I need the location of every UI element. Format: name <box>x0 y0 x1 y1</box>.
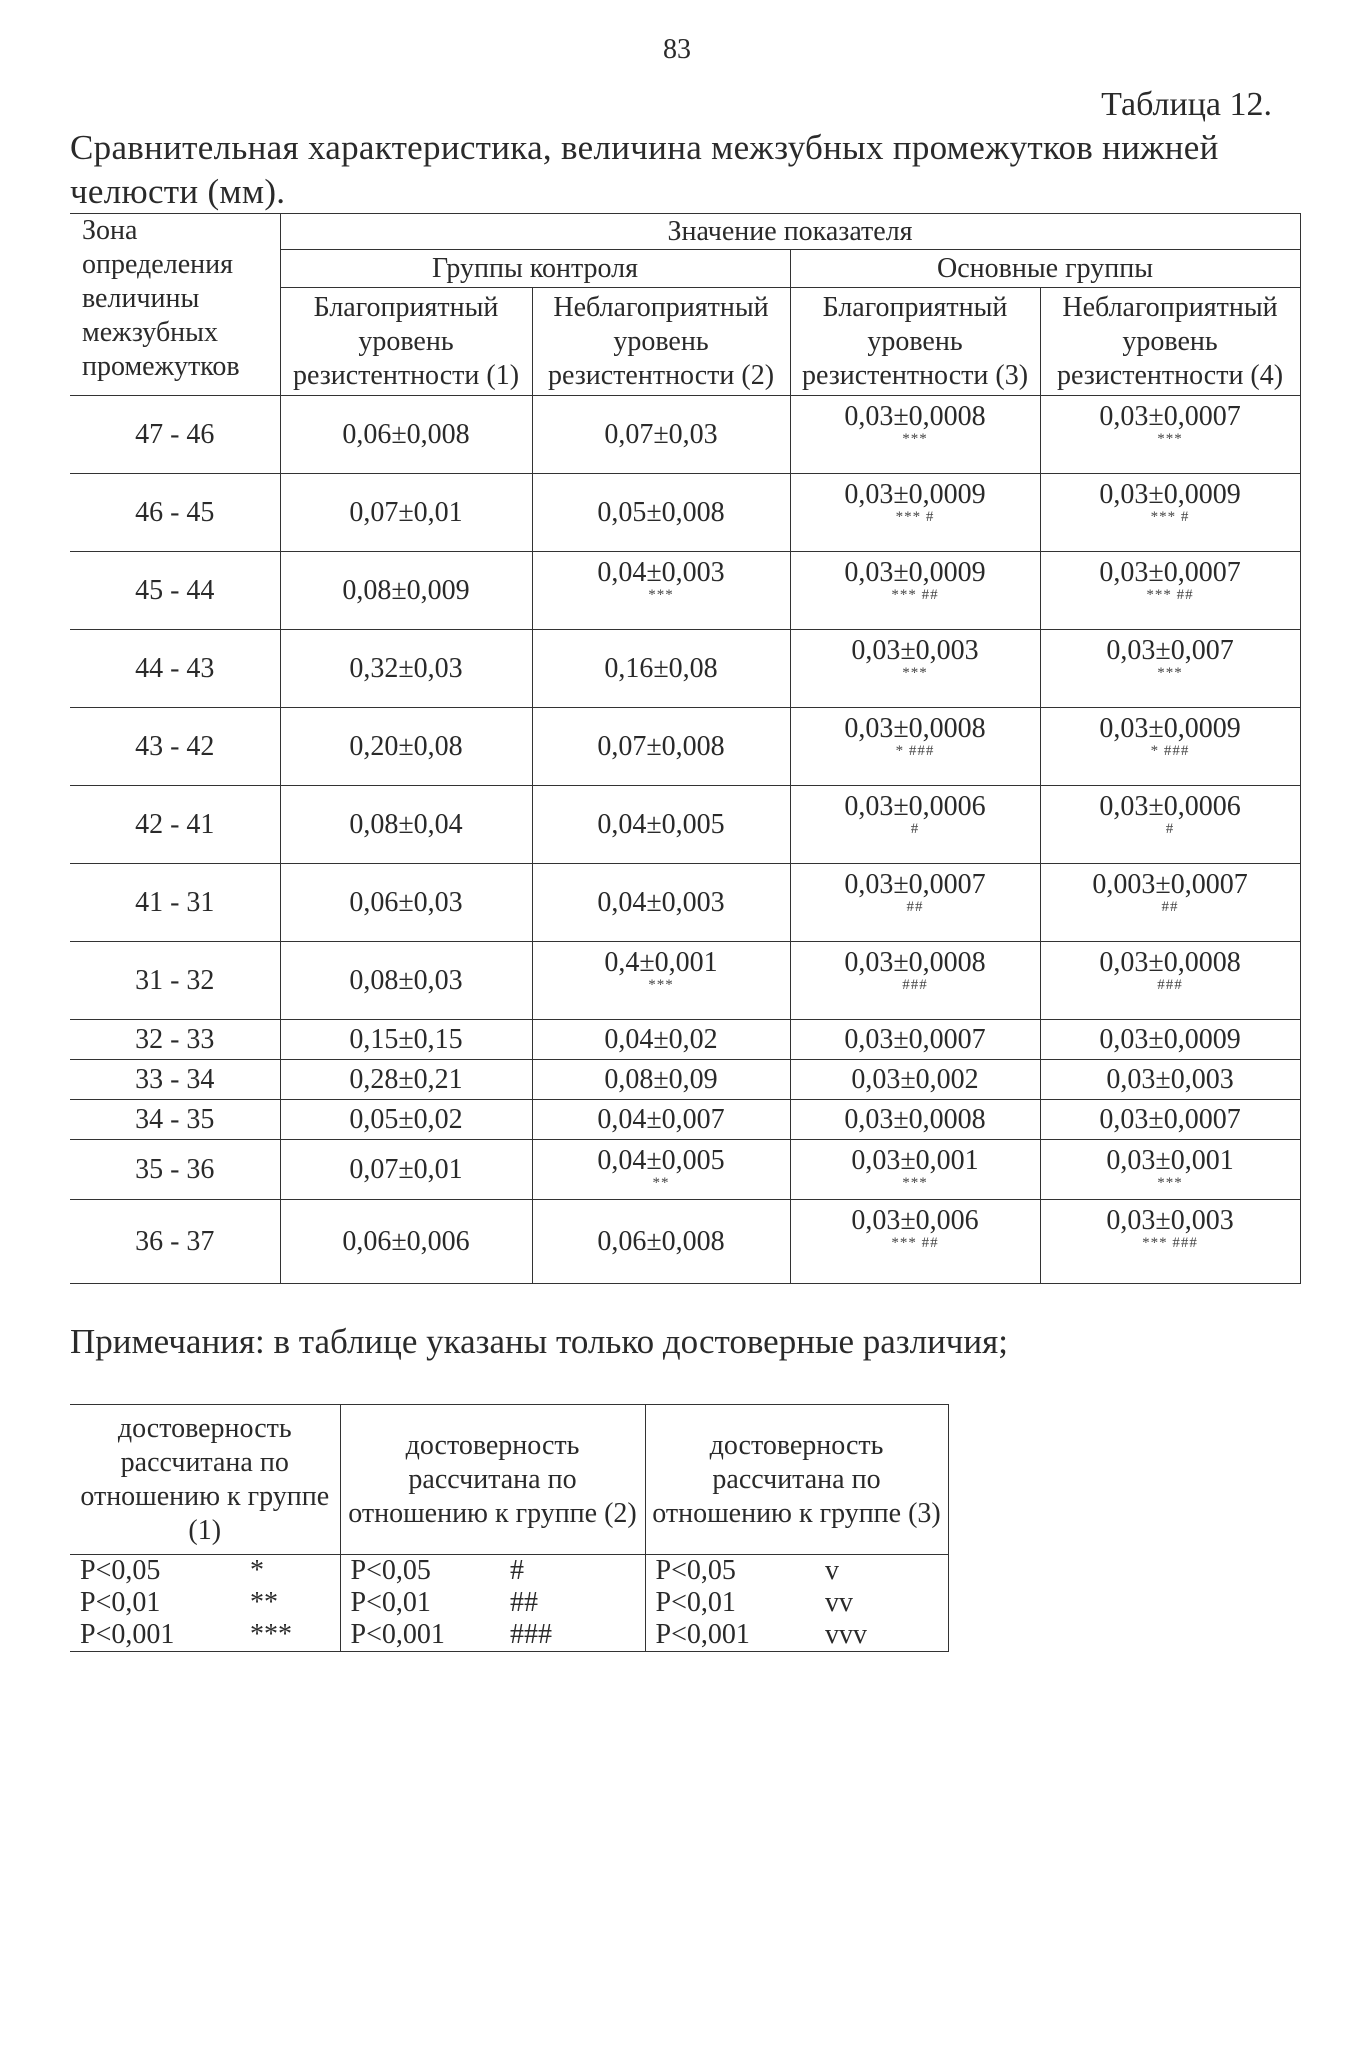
zone-cell: 46 - 45 <box>70 474 280 552</box>
p-value-threshold: P<0,001 <box>645 1619 815 1652</box>
value-text: 0,03±0,0008 <box>844 1103 986 1135</box>
significance-legend-table <box>70 1404 949 1652</box>
value-cell <box>532 708 790 786</box>
value-cell <box>280 474 532 552</box>
value-cell <box>280 864 532 942</box>
value-cell <box>790 786 1040 864</box>
value-cell <box>790 1060 1040 1100</box>
p-value-threshold: P<0,05 <box>80 1555 161 1586</box>
value-text: 0,16±0,08 <box>604 652 718 684</box>
value-text: 0,03±0,003 <box>851 635 979 666</box>
significance-marks: *** <box>902 1175 928 1191</box>
value-cell <box>280 1060 532 1100</box>
table-row <box>70 1020 1300 1060</box>
significance-marks: ## <box>906 899 924 915</box>
zone-cell: 41 - 31 <box>70 864 280 942</box>
significance-marks: ## <box>1161 899 1179 915</box>
significance-marks: *** ### <box>1142 1235 1198 1251</box>
value-cell <box>1040 786 1300 864</box>
value-text: 0,03±0,0007 <box>1099 557 1241 588</box>
value-cell <box>790 1020 1040 1060</box>
value-text: 0,08±0,03 <box>349 964 463 996</box>
value-text: 0,08±0,09 <box>604 1063 718 1095</box>
value-header: Значение показателя <box>280 214 1300 250</box>
value-text: 0,03±0,0008 <box>844 401 986 432</box>
p-value-threshold: P<0,05 <box>350 1555 431 1586</box>
significance-marks: ### <box>1157 977 1183 993</box>
value-text: 0,03±0,0006 <box>844 791 986 822</box>
significance-marks: *** <box>1157 665 1183 681</box>
value-text: 0,03±0,0009 <box>1099 479 1241 510</box>
value-text: 0,03±0,0009 <box>1099 1023 1241 1055</box>
significance-symbol: ## <box>500 1587 645 1619</box>
significance-marks: *** # <box>1150 509 1190 525</box>
zone-cell: 43 - 42 <box>70 708 280 786</box>
zone-cell: 34 - 35 <box>70 1100 280 1140</box>
table-row <box>70 1200 1300 1284</box>
zone-cell: 31 - 32 <box>70 942 280 1020</box>
value-text: 0,03±0,0007 <box>844 1023 986 1055</box>
main-groups-header: Основные группы <box>790 250 1300 288</box>
significance-marks: # <box>910 821 920 837</box>
control-groups-header: Группы контроля <box>280 250 790 288</box>
value-cell <box>532 630 790 708</box>
table-note: Примечания: в таблице указаны только достоверные различия; <box>70 1322 1008 1361</box>
value-cell <box>280 1140 532 1200</box>
significance-marks: *** ## <box>891 1235 939 1251</box>
value-text: 0,03±0,003 <box>1106 1205 1234 1236</box>
value-cell <box>280 1200 532 1284</box>
value-cell <box>532 942 790 1020</box>
significance-marks: *** ## <box>1146 587 1194 603</box>
value-text: 0,03±0,001 <box>851 1145 979 1176</box>
value-cell <box>1040 1200 1300 1284</box>
value-text: 0,03±0,0008 <box>844 713 986 744</box>
value-text: 0,003±0,0007 <box>1092 869 1248 900</box>
table-row <box>70 474 1300 552</box>
value-cell <box>532 786 790 864</box>
value-text: 0,04±0,003 <box>597 557 725 588</box>
significance-marks: # <box>1165 821 1175 837</box>
value-cell <box>790 942 1040 1020</box>
value-text: 0,28±0,21 <box>349 1063 463 1095</box>
significance-marks: *** # <box>895 509 935 525</box>
significance-marks: *** <box>1157 431 1183 447</box>
zone-cell: 45 - 44 <box>70 552 280 630</box>
value-text: 0,07±0,01 <box>349 1153 463 1185</box>
zone-cell: 42 - 41 <box>70 786 280 864</box>
value-text: 0,03±0,0007 <box>844 869 986 900</box>
value-text: 0,08±0,009 <box>342 574 470 606</box>
value-cell <box>1040 474 1300 552</box>
value-text: 0,05±0,008 <box>597 496 725 528</box>
value-text: 0,03±0,0007 <box>1099 401 1241 432</box>
value-cell <box>1040 396 1300 474</box>
significance-symbol: vvv <box>815 1619 948 1652</box>
value-text: 0,08±0,04 <box>349 808 463 840</box>
significance-marks: *** <box>902 431 928 447</box>
table-label: Таблица 12. <box>1101 86 1272 123</box>
value-cell <box>532 552 790 630</box>
value-text: 0,07±0,03 <box>604 418 718 450</box>
legend-row <box>70 1619 948 1652</box>
value-cell <box>1040 708 1300 786</box>
value-cell <box>532 1100 790 1140</box>
zone-cell: 36 - 37 <box>70 1200 280 1284</box>
value-cell <box>790 630 1040 708</box>
col1-header: Благоприятный уровень резистентности (1) <box>280 288 532 396</box>
value-cell <box>790 474 1040 552</box>
significance-marks: * ### <box>1150 743 1190 759</box>
value-text: 0,03±0,0006 <box>1099 791 1241 822</box>
value-cell <box>280 552 532 630</box>
value-cell <box>532 396 790 474</box>
table-row <box>70 786 1300 864</box>
p-value-threshold: P<0,01 <box>350 1587 431 1618</box>
value-text: 0,03±0,0009 <box>844 479 986 510</box>
table-title: Сравнительная характеристика, величина межзубных промежутков нижней челюсти (мм). <box>70 128 1219 211</box>
value-text: 0,07±0,008 <box>597 730 725 762</box>
p-value-threshold: P<0,01 <box>655 1587 736 1618</box>
value-cell <box>1040 864 1300 942</box>
significance-symbol: vv <box>815 1587 948 1619</box>
table-row <box>70 1100 1300 1140</box>
significance-symbol: ### <box>500 1619 645 1652</box>
zone-cell: 35 - 36 <box>70 1140 280 1200</box>
value-text: 0,04±0,003 <box>597 886 725 918</box>
value-cell <box>790 864 1040 942</box>
value-text: 0,03±0,0007 <box>1099 1103 1241 1135</box>
value-cell <box>280 1100 532 1140</box>
table-row <box>70 630 1300 708</box>
value-cell <box>532 474 790 552</box>
table-row <box>70 708 1300 786</box>
value-cell <box>280 708 532 786</box>
value-cell <box>790 1200 1040 1284</box>
value-cell <box>280 1020 532 1060</box>
table-row <box>70 1140 1300 1200</box>
value-text: 0,04±0,02 <box>604 1023 718 1055</box>
legend-header-group2: достоверность рассчитана по отношению к группе (2) <box>340 1405 645 1555</box>
value-text: 0,15±0,15 <box>349 1023 463 1055</box>
significance-symbol: v <box>815 1555 948 1588</box>
value-text: 0,05±0,02 <box>349 1103 463 1135</box>
table-row <box>70 1060 1300 1100</box>
significance-marks: *** <box>648 977 674 993</box>
value-cell <box>1040 1060 1300 1100</box>
p-value-threshold: P<0,05 <box>655 1555 736 1586</box>
legend-row <box>70 1587 948 1619</box>
significance-marks: *** <box>648 587 674 603</box>
value-text: 0,04±0,007 <box>597 1103 725 1135</box>
value-text: 0,06±0,008 <box>597 1225 725 1257</box>
value-text: 0,03±0,003 <box>1106 1063 1234 1095</box>
legend-header-group1: достоверность рассчитана по отношению к группе (1) <box>70 1405 340 1555</box>
value-text: 0,03±0,0008 <box>844 947 986 978</box>
value-text: 0,04±0,005 <box>597 808 725 840</box>
value-text: 0,03±0,0008 <box>1099 947 1241 978</box>
value-text: 0,03±0,002 <box>851 1063 979 1095</box>
significance-symbol: *** <box>240 1619 340 1652</box>
table-row <box>70 942 1300 1020</box>
significance-marks: * ### <box>895 743 935 759</box>
value-cell <box>790 1100 1040 1140</box>
value-text: 0,07±0,01 <box>349 496 463 528</box>
table-row <box>70 396 1300 474</box>
value-text: 0,06±0,008 <box>342 418 470 450</box>
zone-cell: 47 - 46 <box>70 396 280 474</box>
value-cell <box>1040 1100 1300 1140</box>
value-cell <box>532 864 790 942</box>
value-cell <box>790 396 1040 474</box>
significance-marks: ** <box>652 1175 670 1191</box>
value-cell <box>1040 1140 1300 1200</box>
value-cell <box>532 1200 790 1284</box>
p-value-threshold: P<0,001 <box>70 1619 240 1652</box>
col2-header: Неблагоприятный уровень резистентности (2) <box>532 288 790 396</box>
p-value-threshold: P<0,001 <box>340 1619 500 1652</box>
table-row <box>70 864 1300 942</box>
significance-marks: *** ## <box>891 587 939 603</box>
p-value-threshold: P<0,01 <box>80 1587 161 1618</box>
significance-symbol: ** <box>240 1587 340 1619</box>
value-text: 0,03±0,006 <box>851 1205 979 1236</box>
zone-cell: 44 - 43 <box>70 630 280 708</box>
significance-marks: *** <box>1157 1175 1183 1191</box>
value-cell <box>790 552 1040 630</box>
page-number: 83 <box>663 34 691 65</box>
col4-header: Неблагоприятный уровень резистентности (4) <box>1040 288 1300 396</box>
zone-cell: 32 - 33 <box>70 1020 280 1060</box>
table-body <box>70 396 1300 1284</box>
value-cell <box>1040 1020 1300 1060</box>
zone-cell: 33 - 34 <box>70 1060 280 1100</box>
value-cell <box>532 1140 790 1200</box>
col3-header: Благоприятный уровень резистентности (3) <box>790 288 1040 396</box>
value-cell <box>790 708 1040 786</box>
value-cell <box>1040 552 1300 630</box>
legend-header-group3: достоверность рассчитана по отношению к группе (3) <box>645 1405 948 1555</box>
legend-row <box>70 1555 948 1588</box>
value-cell <box>1040 630 1300 708</box>
comparison-table <box>70 213 1301 1284</box>
value-cell <box>280 630 532 708</box>
value-text: 0,06±0,006 <box>342 1225 470 1257</box>
value-text: 0,06±0,03 <box>349 886 463 918</box>
value-text: 0,32±0,03 <box>349 652 463 684</box>
value-cell <box>1040 942 1300 1020</box>
value-text: 0,20±0,08 <box>349 730 463 762</box>
legend-body <box>70 1555 948 1652</box>
value-text: 0,03±0,0009 <box>1099 713 1241 744</box>
value-cell <box>790 1140 1040 1200</box>
zone-header: Зона определения величины межзубных промежутков <box>70 214 280 396</box>
value-cell <box>280 942 532 1020</box>
value-cell <box>532 1020 790 1060</box>
value-cell <box>280 396 532 474</box>
value-text: 0,04±0,005 <box>597 1145 725 1176</box>
value-text: 0,4±0,001 <box>604 947 718 978</box>
table-row <box>70 552 1300 630</box>
value-cell <box>280 786 532 864</box>
value-text: 0,03±0,0009 <box>844 557 986 588</box>
value-text: 0,03±0,001 <box>1106 1145 1234 1176</box>
significance-symbol: # <box>500 1555 645 1588</box>
significance-symbol: * <box>240 1555 340 1588</box>
significance-marks: *** <box>902 665 928 681</box>
value-text: 0,03±0,007 <box>1106 635 1234 666</box>
significance-marks: ### <box>902 977 928 993</box>
value-cell <box>532 1060 790 1100</box>
